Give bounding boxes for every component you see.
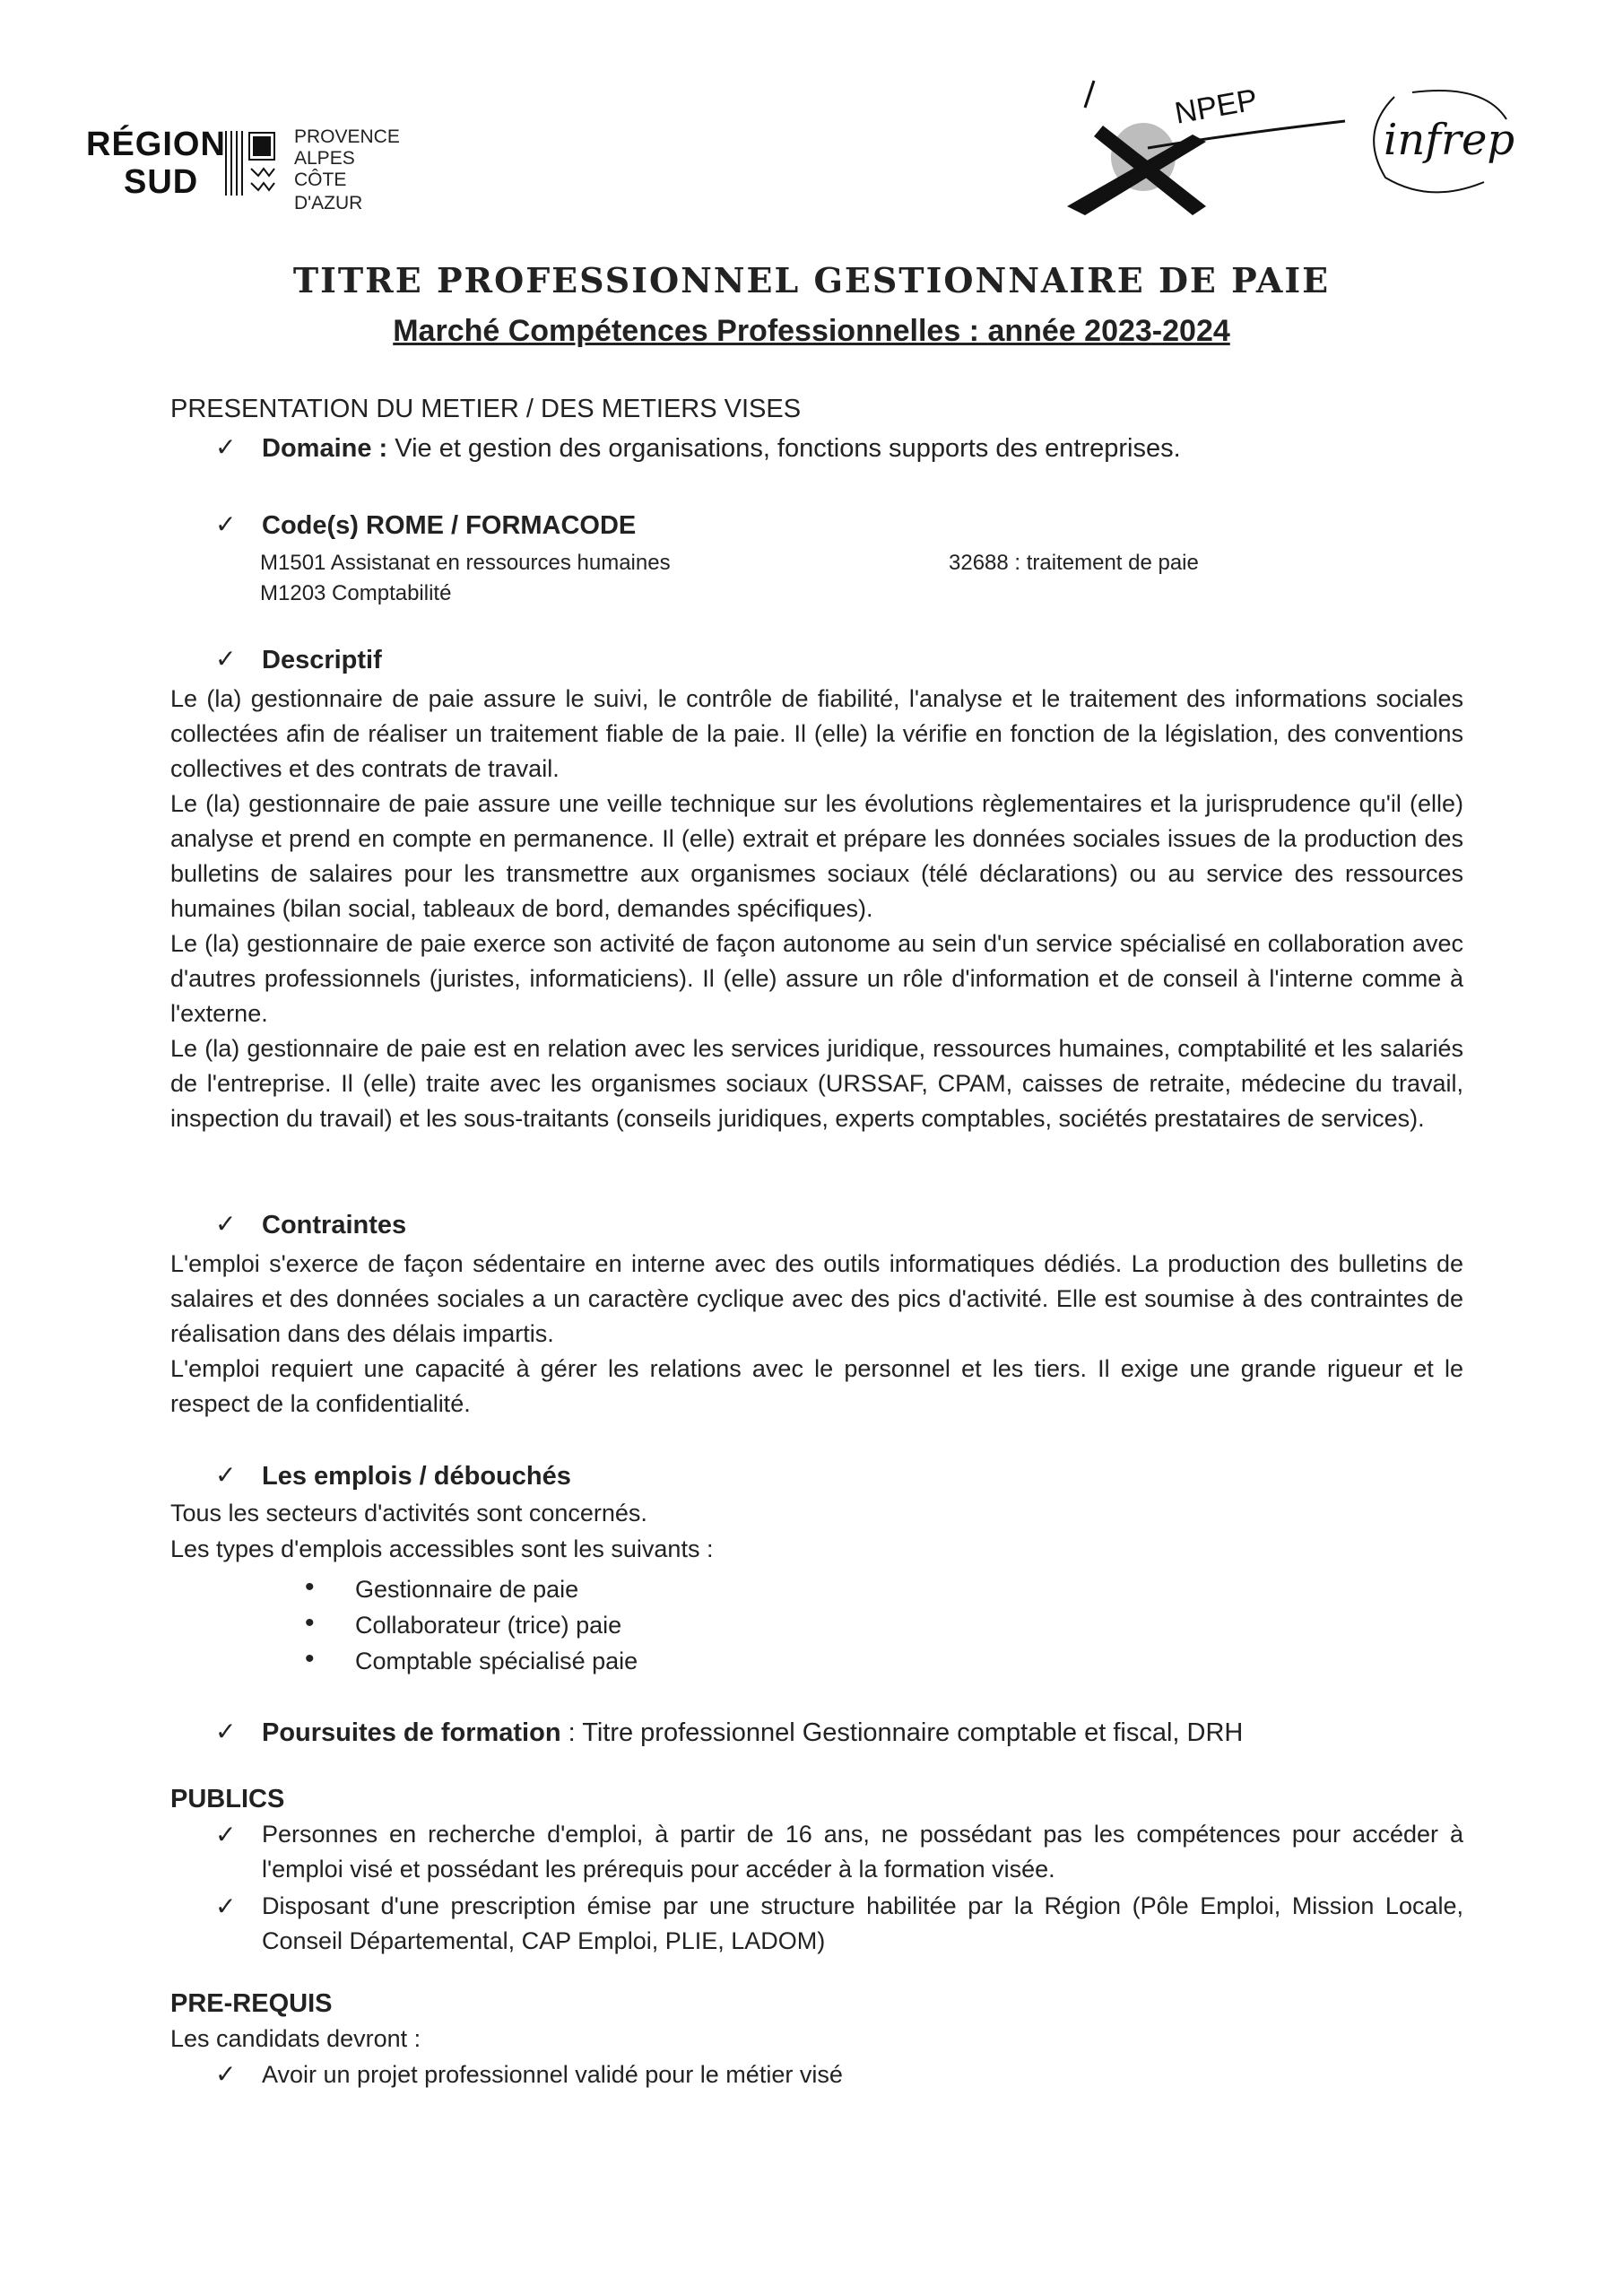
emplois-list-item: • Comptable spécialisé paie [305, 1643, 638, 1679]
rome-code-1: M1501 Assistanat en ressources humaines [260, 551, 671, 575]
document-title: TITRE PROFESSIONNEL GESTIONNAIRE DE PAIE [292, 260, 1331, 300]
formacode: 32688 : traitement de paie [949, 551, 1199, 575]
prerequis-intro: Les candidats devront : [170, 2025, 421, 2052]
emplois-line-2: Les types d'emplois accessibles sont les suivants : [170, 1535, 714, 1562]
rome-code-2: M1203 Comptabilité [260, 581, 452, 605]
descriptif-paragraph: Le (la) gestionnaire de paie assure une veille technique sur les évolutions règlementaires et la jurisprudence qu'il (elle) analyse et prend en compte en permanence. Il (elle) extrait et prépare les données sociales issues de la production des bulletins de salaires pour les transmettre aux organismes sociaux (télé déclarations) ou au service des ressources humaines (bilan social, tableaux de bord, demandes spécifiques). [170, 790, 1463, 922]
contraintes-paragraph: L'emploi requiert une capacité à gérer les relations avec le personnel et les tiers. Il exige une grande rigueur et le respect de la confidentialité. [170, 1355, 1463, 1417]
check-icon: ✓ [215, 2060, 237, 2088]
section-heading-prerequis: PRE-REQUIS [170, 1989, 333, 2018]
codes-label: Code(s) ROME / FORMACODE [262, 511, 637, 540]
check-icon: ✓ [215, 645, 237, 673]
descriptif-paragraph: Le (la) gestionnaire de paie est en relation avec les services juridique, ressources humaines, comptabilité et les salariés de l'entreprise. Il (elle) traite avec les organismes sociaux (URSSAF, CPAM, caisses de retraite, médecine du travail, inspection du travail) et les sous-traitants (conseils juridiques, experts comptables, sociétés prestataires de services). [170, 1035, 1463, 1132]
domaine-text: Vie et gestion des organisations, fonctions supports des entreprises. [387, 434, 1181, 463]
prerequis-item-text: Avoir un projet professionnel validé pour le métier visé [262, 2061, 843, 2088]
check-icon: ✓ [215, 1210, 237, 1238]
poursuites-text: : Titre professionnel Gestionnaire comptable et fiscal, DRH [560, 1718, 1244, 1747]
region-logo-sub-1: PROVENCE [294, 126, 400, 147]
region-logo-word-2: SUD [124, 163, 199, 201]
document-subtitle: Marché Compétences Professionnelles : année 2023-2024 [393, 314, 1230, 348]
check-icon: ✓ [215, 1892, 237, 1920]
contraintes-text [170, 1247, 1463, 1422]
infrep-logo-text: infrep [1384, 115, 1515, 165]
publics-item [215, 1889, 1463, 1959]
publics-item [215, 1817, 1463, 1887]
region-emblem-icon [222, 129, 285, 197]
publics-item-text: Disposant d'une prescription émise par une structure habilitée par la Région (Pôle Emploi, Mission Locale, Conseil Départemental, CAP Emploi, PLIE, LADOM) [262, 1892, 1463, 1954]
descriptif-paragraph: Le (la) gestionnaire de paie assure le suivi, le contrôle de fiabilité, l'analyse et le traitement des informations sociales collectées afin de réaliser un traitement fiable de la paie. Il (elle) la vérifie en fonction de la législation, des conventions collectives et des contrats de travail. [170, 685, 1463, 782]
region-sud-logo [86, 126, 409, 213]
emplois-line-1: Tous les secteurs d'activités sont concernés. [170, 1500, 647, 1526]
emplois-list [305, 1571, 638, 1679]
poursuites-label: Poursuites de formation [262, 1718, 561, 1747]
publics-item-text: Personnes en recherche d'emploi, à partir de 16 ans, ne possédant pas les compétences pour accéder à l'emploi visé et possédant les prérequis pour accéder à la formation visée. [262, 1821, 1463, 1883]
domaine-label: Domaine : [262, 434, 388, 463]
descriptif-label: Descriptif [262, 646, 382, 674]
check-icon: ✓ [215, 1718, 237, 1745]
emplois-label: Les emplois / débouchés [262, 1462, 571, 1491]
descriptif-text [170, 682, 1463, 1136]
region-logo-sub-2: ALPES [294, 148, 355, 169]
descriptif-paragraph: Le (la) gestionnaire de paie exerce son activité de façon autonome au sein d'un service spécialisé en collaboration avec d'autres professionnels (juristes, informaticiens). Il (elle) assure un rôle d'information et de conseil à l'interne comme à l'externe. [170, 930, 1463, 1027]
emplois-list-item: • Collaborateur (trice) paie [305, 1607, 638, 1643]
section-heading-publics: PUBLICS [170, 1785, 285, 1813]
npep-logo [1049, 72, 1354, 224]
region-logo-sub-3: CÔTE D'AZUR [294, 170, 363, 213]
check-icon: ✓ [215, 1461, 237, 1489]
emplois-list-item: • Gestionnaire de paie [305, 1571, 638, 1607]
section-heading-presentation: PRESENTATION DU METIER / DES METIERS VISES [170, 395, 802, 423]
check-icon: ✓ [215, 1821, 237, 1848]
check-icon: ✓ [215, 510, 237, 538]
contraintes-label: Contraintes [262, 1211, 407, 1239]
npep-logo-text: NPEP [1172, 83, 1261, 131]
check-icon: ✓ [215, 433, 237, 461]
region-logo-word-1: RÉGION [86, 126, 226, 163]
contraintes-paragraph: L'emploi s'exerce de façon sédentaire en interne avec des outils informatiques dédiés. La production des bulletins de salaires et des données sociales a un caractère cyclique avec des pics d'activité. Elle est soumise à des contraintes de réalisation dans des délais impartis. [170, 1250, 1463, 1347]
infrep-logo [1358, 79, 1520, 204]
